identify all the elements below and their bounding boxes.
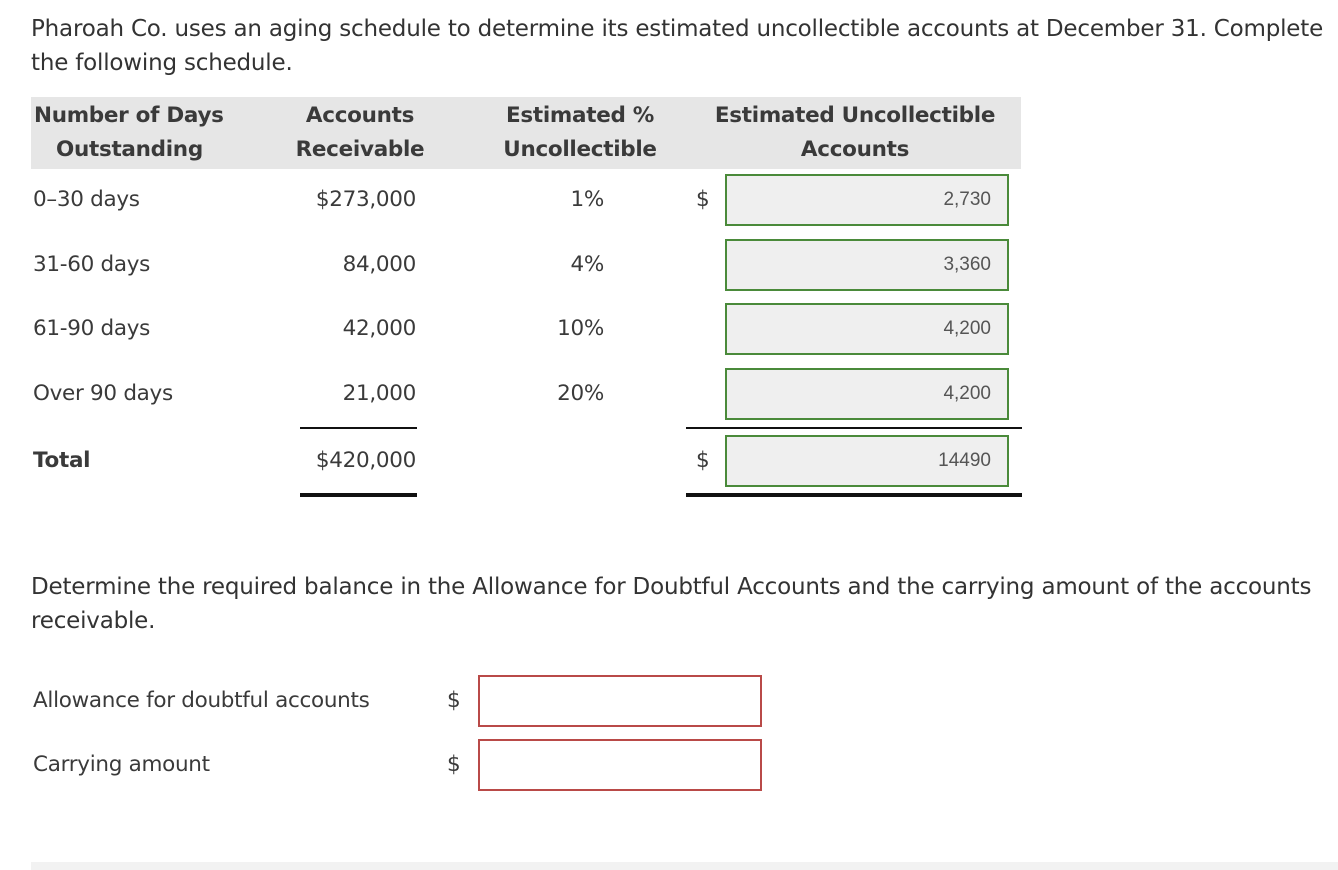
allowance-currency-symbol: $ <box>447 688 461 713</box>
row-percent: 4% <box>570 252 604 277</box>
header-pct-line2: Uncollectible <box>503 137 657 162</box>
header-estimated-percent <box>490 99 670 167</box>
total-estimate-input[interactable] <box>725 435 1009 487</box>
row-receivable: 42,000 <box>342 316 416 341</box>
estimate-total-rule <box>686 493 1022 497</box>
header-days-line1: Number of Days <box>34 103 224 128</box>
row-receivable: 84,000 <box>342 252 416 277</box>
header-accounts-receivable <box>280 99 440 167</box>
header-ar-line2: Receivable <box>295 137 425 162</box>
carrying-amount-label: Carrying amount <box>33 752 210 777</box>
allowance-input[interactable] <box>478 675 762 727</box>
header-eua-line2: Accounts <box>800 137 910 162</box>
header-number-of-days <box>20 99 244 167</box>
section-divider <box>31 862 1338 870</box>
header-ar-line1: Accounts <box>305 103 415 128</box>
receivable-total-rule <box>300 493 417 497</box>
allowance-label: Allowance for doubtful accounts <box>33 688 370 713</box>
total-label: Total <box>33 448 91 473</box>
carrying-currency-symbol: $ <box>447 752 461 777</box>
row-percent: 1% <box>570 187 604 212</box>
receivable-subtotal-rule <box>300 427 417 429</box>
row-estimate-input[interactable] <box>725 303 1009 355</box>
row-receivable: $273,000 <box>315 187 416 212</box>
row-days: Over 90 days <box>33 381 173 406</box>
row-estimate-input[interactable] <box>725 368 1009 420</box>
row-percent: 10% <box>557 316 604 341</box>
question-intro: Pharoah Co. uses an aging schedule to determine its estimated uncollectible accounts at December 31. Complete the following schedule. <box>31 16 1324 76</box>
row-percent: 20% <box>557 381 604 406</box>
row-days: 0–30 days <box>33 187 140 212</box>
header-pct-line1: Estimated % <box>505 103 655 128</box>
question-part2: Determine the required balance in the Allowance for Doubtful Accounts and the carrying amount of the accounts receivable. <box>31 574 1312 634</box>
header-eua-line1: Estimated Uncollectible <box>714 103 996 128</box>
row-receivable: 21,000 <box>342 381 416 406</box>
row-estimate-input[interactable] <box>725 174 1009 226</box>
carrying-amount-input[interactable] <box>478 739 762 791</box>
total-currency-symbol: $ <box>696 448 710 473</box>
row-days: 61-90 days <box>33 316 151 341</box>
header-estimated-uncollectible <box>690 99 1020 167</box>
estimate-subtotal-rule <box>686 427 1022 429</box>
row-currency-symbol: $ <box>696 187 710 212</box>
total-receivable: $420,000 <box>315 448 416 473</box>
row-estimate-input[interactable] <box>725 239 1009 291</box>
row-days: 31-60 days <box>33 252 151 277</box>
header-days-line2: Outstanding <box>56 137 203 162</box>
